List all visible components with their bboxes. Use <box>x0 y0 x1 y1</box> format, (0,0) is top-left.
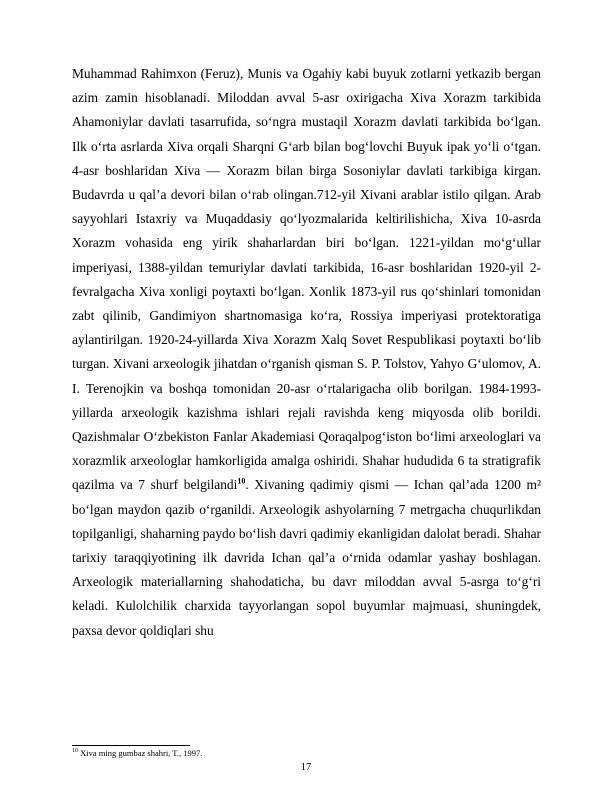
paragraph-text-part-2: . Xivaning qadimiy qismi — Ichan qalʼada 1200 m² boʻlgan maydon qazib oʻrganildi. Arxeologik ashyolarning 7 metrgacha chuqurlikdan topilganligi, shaharning paydo boʻlish davri qadimiy ekanligidan dalolat beradi. Shahar tarixiy taraqqiyotining ilk davrida Ichan qalʼa oʻrnida odamlar yashay boshlagan. Arxeologik materiallarning shahodaticha, bu davr miloddan avval 5-asrga toʻgʻri keladi. Kulolchilik charxida tayyorlangan sopol buyumlar majmuasi, shuningdek, paxsa devor qoldiqlari shu <box>72 477 541 638</box>
footnote <box>72 748 202 759</box>
page-body <box>72 62 541 643</box>
paragraph-text-part-1: Muhammad Rahimxon (Feruz), Munis va Ogahiy kabi buyuk zotlarni yetkazib bergan azim zamin hisoblanadi. Miloddan avval 5-asr oxirigacha Xiva Xorazm tarkibida Ahamoniylar davlati tasarrufida, soʻngra mustaqil Xorazm davlati tarkibida boʻlgan. Ilk oʻrta asrlarda Xiva orqali Sharqni Gʻarb bilan bogʻlovchi Buyuk ipak yoʻli oʻtgan. 4-asr boshlaridan Xiva — Xorazm bilan birga Sosoniylar davlati tarkibiga kirgan. Budavrda u qalʼa devori bilan oʻrab olingan.712-yil Xivani arablar istilo qilgan. Arab sayyohlari Istaxriy va Muqaddasiy qoʻlyozmalarida keltirilishicha, Xiva 10-asrda Xorazm vohasida eng yirik shaharlardan biri boʻlgan. 1221-yildan moʻgʻullar imperiyasi, 1388-yildan temuriylar davlati tarkibida, 16-asr boshlaridan 1920-yil 2-fevralgacha Xiva xonligi poytaxti boʻlgan. Xonlik 1873-yil rus qoʻshinlari tomonidan zabt qilinib, Gandimiyon shartnomasiga koʻra, Rossiya imperiyasi protektoratiga aylantirilgan. 1920-24-yillarda Xiva Xorazm Xalq Sovet Respublikasi poytaxti boʻlib turgan. Xivani arxeologik jihatdan oʻrganish qisman S. P. Tolstov, Yahyo Gʻulomov, A. I. Terenojkin va boshqa tomonidan 20-asr oʻrtalarigacha olib borilgan. 1984-1993-yillarda arxeologik kazishma ishlari rejali ravishda keng miqyosda olib borildi. Qazishmalar Oʻzbekiston Fanlar Akademiasi Qoraqalpogʻiston boʻlimi arxeologlari va xorazmlik arxeologlar hamkorligida amalga oshiridi. Shahar hududida 6 ta stratigrafik qazilma va 7 shurf belgilandi <box>72 66 541 493</box>
body-paragraph <box>72 62 541 643</box>
footnote-divider <box>72 745 190 746</box>
footnote-number: 10 <box>72 748 78 755</box>
page-number: 17 <box>300 762 312 773</box>
footnote-reference: 10 <box>237 476 246 486</box>
footnote-text: Xiva ming gumbaz shahri, T., 1997. <box>78 748 203 758</box>
